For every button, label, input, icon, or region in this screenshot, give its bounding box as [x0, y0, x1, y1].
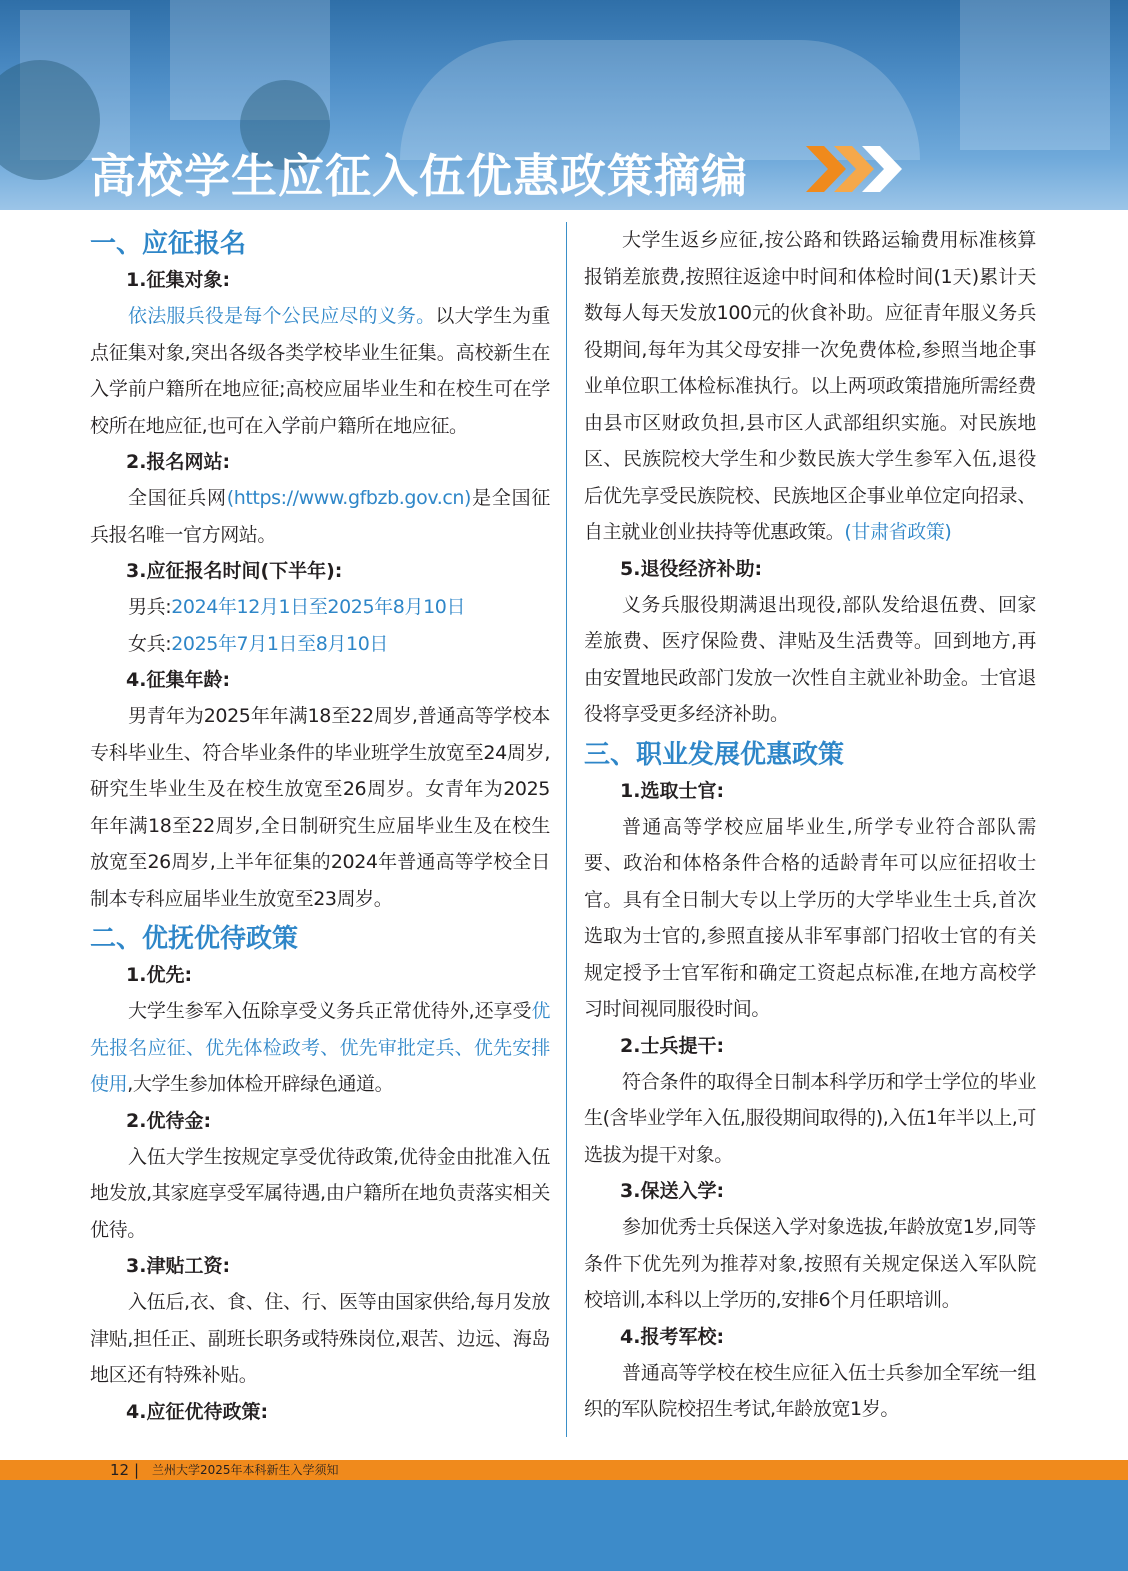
header-banner	[0, 0, 1128, 210]
subheading-discharge-subsidy: 5.退役经济补助:	[620, 557, 763, 580]
paragraph-nco-selection: 普通高等学校应届毕业生,所学专业符合部队需要、政治和体格条件合格的适龄青年可以应征招收士官。具有全日制大专以上学历的大学毕业生士兵,首次选取为士官的,参照直接从非军事部门招收士官的有关规定授予士官军衔和确定工资起点标准,在地方高校学习时间视同服役时间。	[584, 815, 1036, 1020]
website-link[interactable]: (https://www.gfbzb.gov.cn)	[226, 487, 472, 509]
paragraph-priority	[90, 993, 550, 1103]
female-registration-period	[90, 626, 550, 663]
paragraph-officer-promotion: 符合条件的取得全日制本科学历和学士学位的毕业生(含毕业学年入伍,服役期间取得的),入伍1年半以上,可选拔为提干对象。	[584, 1070, 1036, 1166]
banner-building	[960, 0, 1110, 150]
male-label: 男兵:	[128, 596, 172, 618]
subheading-enlistment-benefits: 4.应征优待政策:	[126, 1400, 269, 1423]
female-date-range: 2025年7月1日至8月10日	[171, 632, 388, 655]
paragraph-text: 以大学生为重点征集对象,突出各级各类学校毕业生征集。高校新生在入学前户籍所在地应征;高校应届毕业生和在校生可在学校所在地应征,也可在入学前户籍所在地应征。	[90, 305, 550, 437]
paragraph-discharge-subsidy: 义务兵服役期满退出现役,部队发给退伍费、回家差旅费、医疗保险费、津贴及生活费等。回到地方,再由安置地民政部门发放一次性自主就业补助金。士官退役将享受更多经济补助。	[584, 593, 1036, 725]
section-heading-benefits: 二、优抚优待政策	[90, 924, 299, 954]
left-column	[90, 222, 550, 1430]
male-registration-period	[90, 589, 550, 626]
right-column	[584, 222, 1036, 1428]
paragraph-salary: 入伍后,衣、食、住、行、医等由国家供给,每月发放津贴,担任正、副班长职务或特殊岗位,艰苦、边远、海岛地区还有特殊补贴。	[90, 1291, 550, 1386]
subheading-military-academy-exam: 4.报考军校:	[620, 1325, 725, 1348]
page-number: 12	[110, 1461, 130, 1479]
subheading-priority: 1.优先:	[126, 964, 193, 986]
paragraph-text: 大学生返乡应征,按公路和铁路运输费用标准核算报销差旅费,按照往返途中时间和体检时间(1天)累计天数每人每天发放100元的伙食补助。应征青年服义务兵役期间,每年为其父母安排一次免费体检,参照当地企事业单位职工体检标准执行。以上两项政策措施所需经费由县市区财政负担,县市区人武部组织实施。对民族地区、民族院校大学生和少数民族大学生参军入伍,退役后优先享受民族院校、民族地区企事业单位定向招录、自主就业创业扶持等优惠政策。	[584, 229, 1036, 543]
male-date-range: 2024年12月1日至2025年8月10日	[171, 596, 466, 618]
female-label: 女兵:	[128, 632, 172, 655]
subheading-website: 2.报名网站:	[126, 451, 231, 473]
footer-caption: 兰州大学2025年本科新生入学须知	[152, 1463, 339, 1477]
paragraph-text: 全国征兵网	[128, 487, 227, 509]
footer-blue-band	[0, 1480, 1128, 1571]
paragraph-enlistment-benefits	[584, 222, 1036, 551]
subheading-age: 4.征集年龄:	[126, 669, 231, 691]
subheading-salary: 3.津贴工资:	[126, 1255, 231, 1277]
subheading-recommended-admission: 3.保送入学:	[620, 1180, 725, 1202]
triple-chevron-right-icon	[806, 146, 906, 192]
paragraph-recommended-admission: 参加优秀士兵保送入学对象选拔,年龄放宽1岁,同等条件下优先列为推荐对象,按照有关规定保送入军队院校培训,本科以上学历的,安排6个月任职培训。	[584, 1216, 1036, 1311]
paragraph-text: ,大学生参加体检开辟绿色通道。	[127, 1073, 394, 1095]
highlight-text: 依法服兵役是每个公民应尽的义务。	[128, 305, 436, 327]
subheading-registration-time: 3.应征报名时间(下半年):	[126, 560, 343, 582]
paragraph-age: 男青年为2025年年满18至22周岁,普通高等学校本专科毕业生、符合毕业条件的毕业班学生放宽至24周岁,研究生毕业生及在校生放宽至26周岁。女青年为2025年年满18至22周岁,全日制研究生应届毕业生及在校生放宽至26周岁,上半年征集的2024年普通高等学校全日制本专科应届毕业生放宽至23周岁。	[90, 705, 550, 910]
paragraph-text: 大学生参军入伍除享受义务兵正常优待外,还享受	[128, 1000, 532, 1022]
subheading-nco-selection: 1.选取士官:	[620, 779, 725, 802]
province-policy-note: (甘肃省政策)	[844, 521, 952, 543]
paragraph-allowance: 入伍大学生按规定享受优待政策,优待金由批准入伍地发放,其家庭享受军属待遇,由户籍所在地负责落实相关优待。	[90, 1145, 550, 1241]
highlight-text: 优先报名应征、优先体检政考、优先审批定兵、优先安排使用	[90, 1000, 550, 1095]
section-heading-career: 三、职业发展优惠政策	[584, 739, 845, 770]
paragraph-military-academy-exam: 普通高等学校在校生应征入伍士兵参加全军统一组织的军队院校招生考试,年龄放宽1岁。	[584, 1361, 1036, 1420]
column-divider	[566, 222, 567, 1437]
subheading-allowance: 2.优待金:	[126, 1109, 212, 1132]
subheading-recruit-target: 1.征集对象:	[126, 269, 231, 291]
page-title: 高校学生应征入伍优惠政策摘编	[90, 149, 748, 203]
paragraph-recruit-target	[90, 298, 550, 444]
page-separator: |	[134, 1461, 140, 1479]
paragraph-text: 是全国征兵报名唯一官方网站。	[90, 487, 550, 546]
subheading-officer-promotion: 2.士兵提干:	[620, 1034, 725, 1057]
section-heading-registration: 一、应征报名	[90, 229, 247, 259]
paragraph-website	[90, 480, 550, 553]
